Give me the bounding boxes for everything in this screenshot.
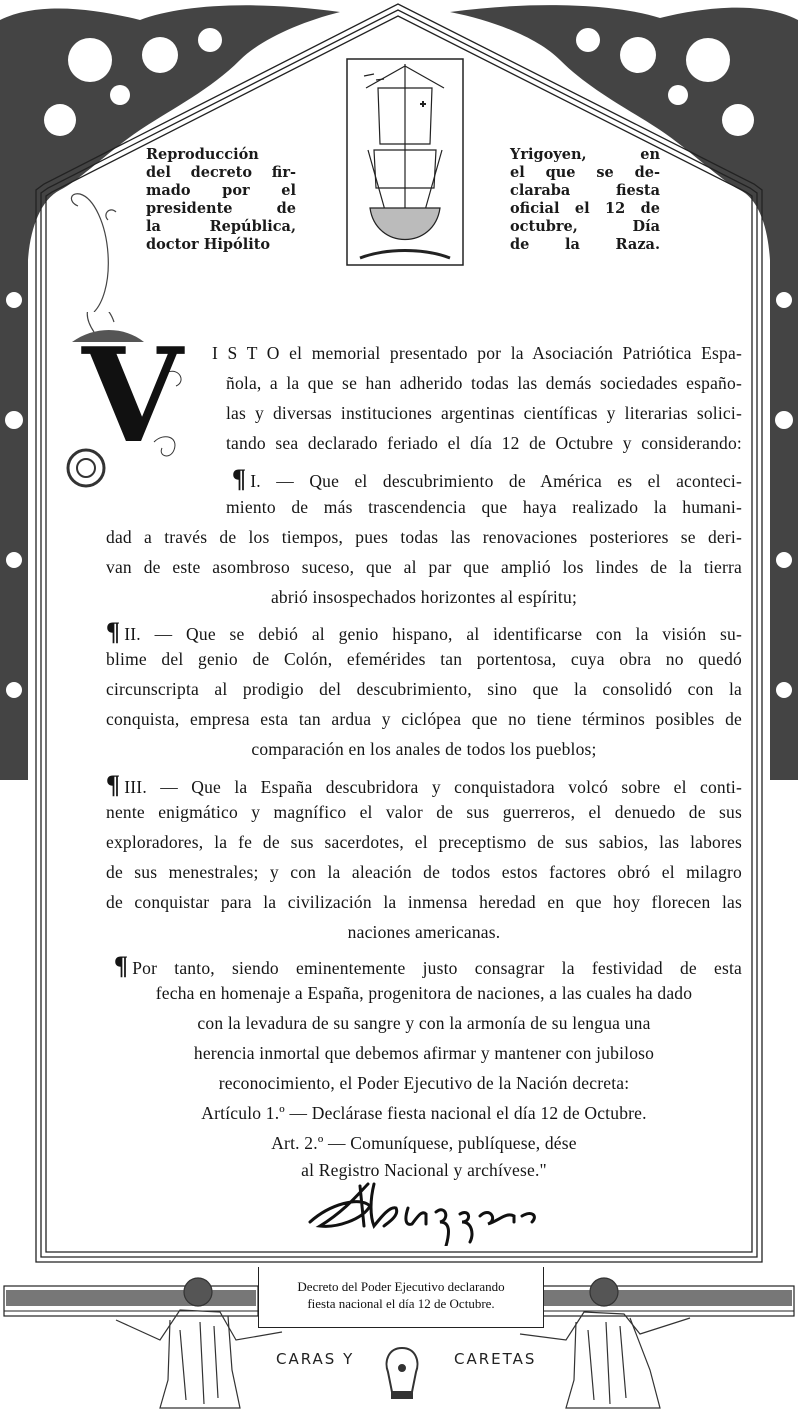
illuminated-initial bbox=[64, 312, 194, 492]
clause-line: miento de más trascendencia que haya realizado la humani- bbox=[226, 497, 742, 517]
caption-line: doctor Hipólito bbox=[146, 236, 271, 253]
conclusion-line: con la levadura de su sangre y con la armonía de su lengua una bbox=[197, 1013, 651, 1033]
footer-caption-line: Decreto del Poder Ejecutivo declarando bbox=[297, 1279, 505, 1294]
clause-line: de sus menestrales; y con la aleación de todos estos factores obró el milagro bbox=[106, 862, 742, 882]
initial-letter: V bbox=[82, 319, 183, 472]
signature-scribble-icon bbox=[300, 1176, 560, 1246]
intro-line: ñola, a la que se han adherido todas las demás sociedades españo- bbox=[226, 373, 742, 393]
conclusion-line: fecha en homenaje a España, progenitora de naciones, a las cuales ha dado bbox=[155, 983, 693, 1003]
caption-line: oficial el 12 de bbox=[510, 200, 660, 217]
caption-line: presidente de bbox=[146, 200, 296, 217]
pilcrow-icon: ¶ bbox=[106, 770, 121, 799]
clause-line: conquista, empresa esta tan ardua y ciclópea que no tiene términos posibles de bbox=[106, 709, 742, 729]
ship-illustration bbox=[346, 58, 464, 266]
article-1-line: Artículo 1.º — Declárase fiesta nacional el día 12 de Octubre. bbox=[201, 1103, 647, 1123]
caption-line: de la Raza. bbox=[510, 236, 660, 253]
conclusion-line: herencia inmortal que debemos afirmar y mantener con jubiloso bbox=[193, 1043, 655, 1063]
clause-line: naciones americanas. bbox=[347, 922, 501, 942]
clause-line: I. — Que el descubrimiento de América es el aconteci- bbox=[250, 471, 742, 491]
clause-line: de conquistar para la civilización la inmensa heredad en que hoy florecen las bbox=[106, 892, 742, 912]
caption-line: claraba fiesta bbox=[510, 182, 660, 199]
intro-line: I S T O el memorial presentado por la Asociación Patriótica Espa- bbox=[212, 343, 742, 363]
article-2-line-cont: al Registro Nacional y archívese." bbox=[301, 1160, 547, 1180]
clause-line: dad a través de los tiempos, pues todas las renovaciones posteriores se deri- bbox=[106, 527, 742, 547]
footer-caption-box bbox=[258, 1267, 544, 1328]
masthead-left: CARAS Y bbox=[276, 1350, 355, 1368]
article-2-line: Art. 2.º — Comuníquese, publíquese, dése bbox=[271, 1133, 577, 1153]
caption-line: octubre, Día bbox=[510, 218, 660, 235]
clause-line: comparación en los anales de todos los pueblos; bbox=[251, 739, 597, 759]
intro-line: las y diversas instituciones argentinas científicas y literarias solici- bbox=[226, 403, 742, 423]
pilcrow-icon: ¶ bbox=[232, 464, 247, 493]
clause-line: nente enigmático y magnífico el valor de sus guerreros, el denuedo de sus bbox=[106, 802, 742, 822]
clause-line: blime del genio de Colón, efemérides tan portentosa, cuya obra no quedó bbox=[106, 649, 742, 669]
caption-line: Yrigoyen, en bbox=[510, 146, 660, 163]
footer-caption-line: fiesta nacional el día 12 de Octubre. bbox=[307, 1296, 495, 1311]
clause-1-first-line bbox=[232, 464, 742, 494]
crown-emblem bbox=[387, 1348, 418, 1398]
caption-line: la República, bbox=[146, 218, 296, 235]
caption-line: mado por el bbox=[146, 182, 296, 199]
masthead-right: CARETAS bbox=[454, 1350, 537, 1368]
clause-3-first-line bbox=[106, 770, 742, 800]
conclusion-line: reconocimiento, el Poder Ejecutivo de la Nación decreta: bbox=[218, 1073, 630, 1093]
intro-line: tando sea declarado feriado el día 12 de Octubre y considerando: bbox=[226, 433, 742, 453]
clause-line: abrió insospechados horizontes al espíritu; bbox=[270, 587, 578, 607]
pilcrow-icon: ¶ bbox=[114, 951, 129, 980]
caption-right-column bbox=[510, 146, 660, 254]
clause-line: circunscripta al prodigio del descubrimiento, sino que la consolidó con la bbox=[106, 679, 742, 699]
caption-line: del decreto fir- bbox=[146, 164, 296, 181]
caption-line: el que se de- bbox=[510, 164, 660, 181]
conclusion-first-line bbox=[114, 951, 742, 981]
signature bbox=[300, 1176, 560, 1246]
pilcrow-icon: ¶ bbox=[106, 617, 121, 646]
clause-line: III. — Que la España descubridora y conquistadora volcó sobre el conti- bbox=[124, 777, 742, 797]
caption-left-column bbox=[146, 146, 296, 254]
conclusion-line: Por tanto, siendo eminentemente justo consagrar la festividad de esta bbox=[132, 958, 742, 978]
clause-line: II. — Que se debió al genio hispano, al identificarse con la visión su- bbox=[124, 624, 742, 644]
margin-flourish-icon bbox=[64, 192, 124, 312]
clause-line: exploradores, la fe de sus sacerdotes, el preceptismo de sus sabios, las labores bbox=[106, 832, 742, 852]
clause-2-first-line bbox=[106, 617, 742, 647]
clause-line: van de este asombroso suceso, que al par que amplió los lindes de la tierra bbox=[106, 557, 742, 577]
caption-line: Reproducción bbox=[146, 146, 259, 163]
